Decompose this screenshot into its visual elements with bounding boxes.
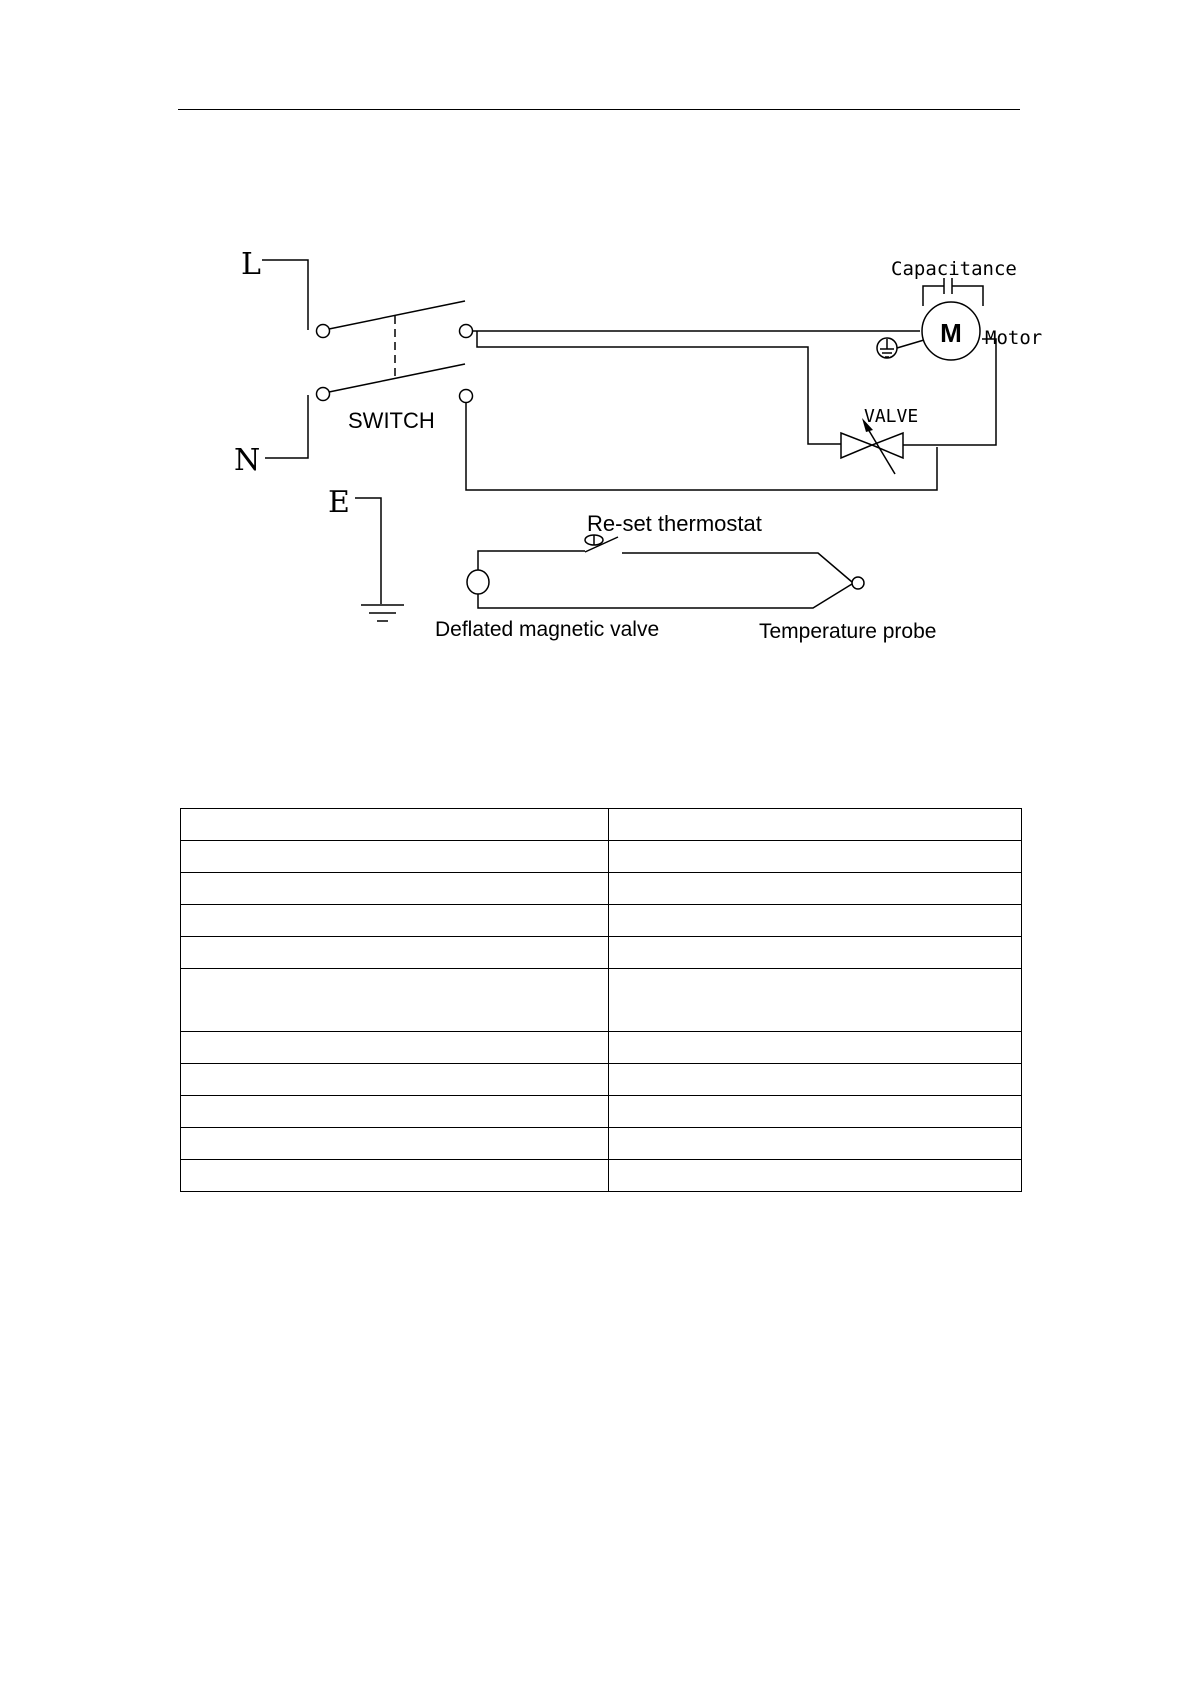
line-L-wire <box>262 260 308 330</box>
table-cell <box>609 809 1022 841</box>
deflated-valve-symbol <box>467 570 489 594</box>
table-cell <box>181 1160 609 1192</box>
table-row <box>181 1032 1022 1064</box>
table-cell <box>609 1064 1022 1096</box>
label-capacitance: Capacitance <box>891 258 1017 280</box>
label-motor: Motor <box>985 327 1043 349</box>
switch-terminal-L-out <box>460 325 473 338</box>
table-cell <box>609 1128 1022 1160</box>
valve-adjust-arrow <box>865 424 895 474</box>
table-row <box>181 1096 1022 1128</box>
table-cell <box>609 969 1022 1032</box>
capacitor-wire <box>923 286 983 306</box>
line-N-wire <box>265 395 308 458</box>
switch-blade-lower <box>329 364 465 392</box>
thermostat-wire-top <box>478 551 585 570</box>
table-cell <box>609 1160 1022 1192</box>
table-cell <box>181 873 609 905</box>
motor-earth-lead <box>897 340 924 348</box>
temperature-probe-symbol <box>852 577 864 589</box>
table-cell <box>181 1128 609 1160</box>
table-row <box>181 809 1022 841</box>
table-cell <box>609 905 1022 937</box>
earth-wire <box>355 498 381 604</box>
switch-terminal-N-out <box>460 390 473 403</box>
table-cell <box>609 873 1022 905</box>
table-cell <box>609 1096 1022 1128</box>
table-row <box>181 1160 1022 1192</box>
wire-valve-right <box>903 339 996 445</box>
table-cell <box>181 1064 609 1096</box>
label-L: L <box>241 247 261 282</box>
label-deflated-magnetic-valve: Deflated magnetic valve <box>435 618 660 641</box>
table-cell <box>181 841 609 873</box>
label-reset-thermostat: Re-set thermostat <box>587 511 762 536</box>
label-temperature-probe: Temperature probe <box>759 620 937 643</box>
table-row <box>181 1128 1022 1160</box>
table-cell <box>181 1032 609 1064</box>
table-row <box>181 905 1022 937</box>
label-E: E <box>328 485 350 520</box>
table-cell <box>609 1032 1022 1064</box>
switch-terminal-N-in <box>317 388 330 401</box>
motor-symbol-M: M <box>940 318 962 348</box>
thermostat-wire-bottom <box>478 584 852 608</box>
table-cell <box>609 937 1022 969</box>
table-row <box>181 841 1022 873</box>
label-N: N <box>234 443 261 478</box>
wire-to-probe <box>622 553 852 582</box>
table-cell <box>181 937 609 969</box>
label-valve: VALVE <box>864 406 919 427</box>
table-cell <box>181 905 609 937</box>
table-row <box>181 873 1022 905</box>
table-cell <box>609 841 1022 873</box>
table-row <box>181 969 1022 1032</box>
switch-terminal-L-in <box>317 325 330 338</box>
table-row <box>181 937 1022 969</box>
table-cell <box>181 809 609 841</box>
table-cell <box>181 1096 609 1128</box>
table-cell <box>181 969 609 1032</box>
switch-blade-upper <box>329 301 465 329</box>
wire-L-to-valve <box>477 331 841 444</box>
label-switch: SWITCH <box>348 408 435 433</box>
table-row <box>181 1064 1022 1096</box>
wiring-diagram <box>0 0 1191 680</box>
specification-table <box>180 808 1022 1192</box>
